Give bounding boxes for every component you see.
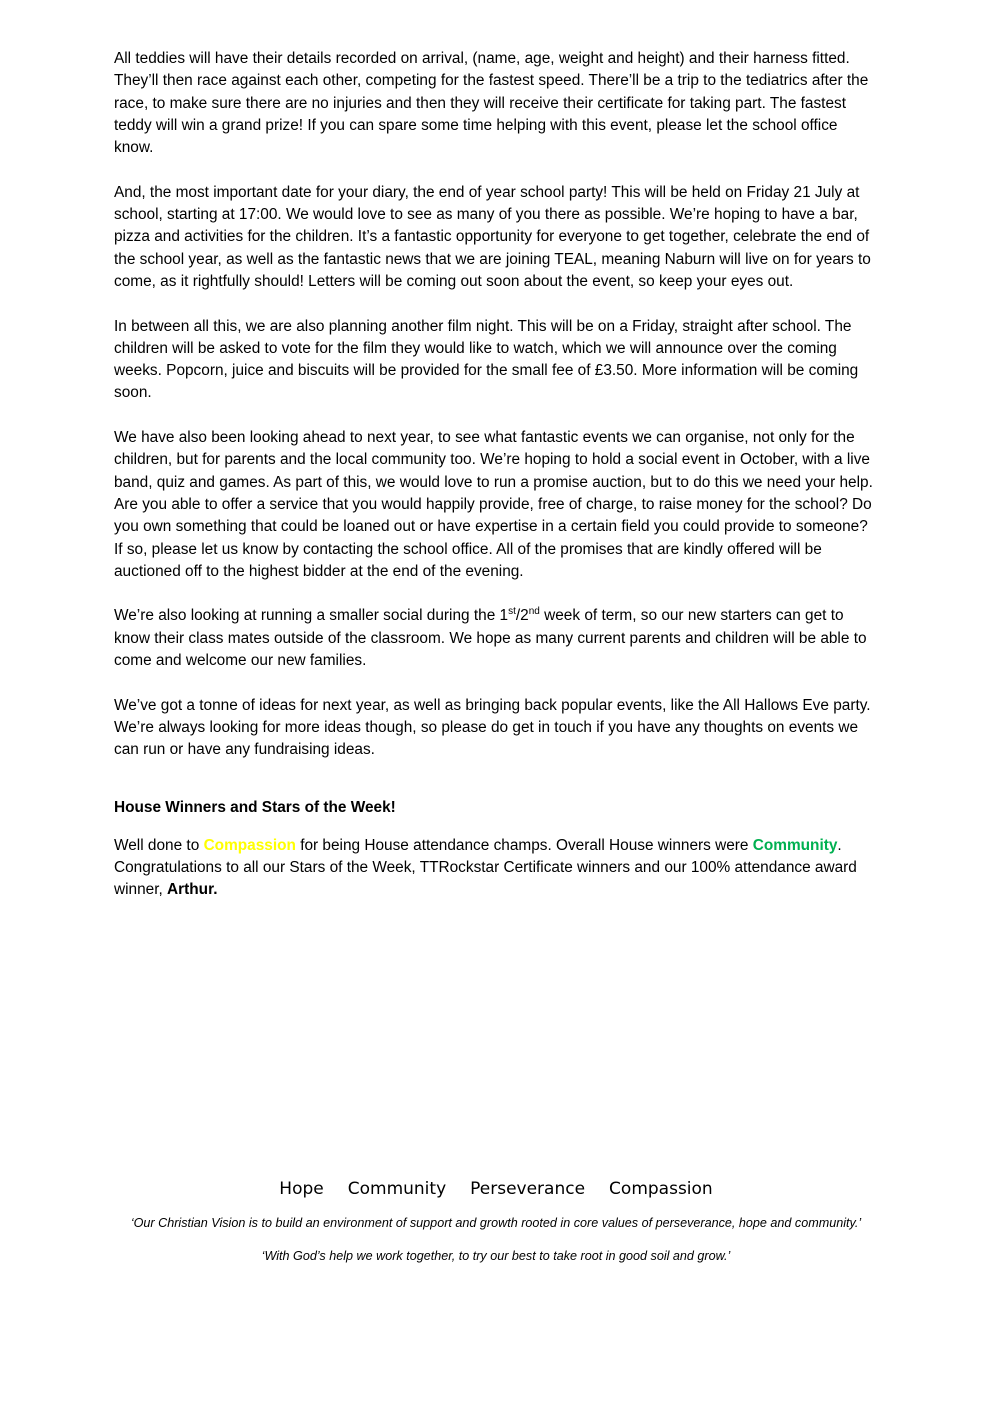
newsletter-body <box>114 48 880 924</box>
film-night-paragraph: In between all this, we are also planning another film night. This will be on a Friday, straight after school. The children will be asked to vote for the film they would like to watch, which we will announce over the coming weeks. Popcorn, juice and biscuits will be provided for the small fee of £3.50. More information will be coming soon. <box>114 317 859 402</box>
overall-winner-house: Community <box>752 836 838 854</box>
value-hope: Hope <box>279 1179 324 1199</box>
school-party-paragraph: And, the most important date for your diary, the end of year school party! This will be held on Friday 21 July at school, starting at 17:00. We would love to see as many of you there as possible. We’re hoping to have a bar, pizza and activities for the children. It’s a fantastic opportunity for everyone to get together, celebrate the end of the school year, as well as the fantastic news that we are joining TEAL, meaning Naburn will live on for years to come, as it rightfully should! Letters will be coming out soon about the event, so keep your eyes out. <box>114 183 871 290</box>
social-paragraph <box>114 605 880 672</box>
social-slash: /2 <box>515 607 529 625</box>
attendance-award-winner: Arthur. <box>167 881 218 899</box>
school-motto: ‘With God’s help we work together, to try our best to take root in good soil and grow.’ <box>261 1249 731 1263</box>
value-community: Community <box>347 1179 447 1199</box>
value-compassion: Compassion <box>609 1179 713 1199</box>
ideas-paragraph: We’ve got a tonne of ideas for next year, as well as bringing back popular events, like the All Hallows Eve party. We’re always looking for more ideas though, so please do get in touch if you have any thoughts on events we can run or have any fundraising ideas. <box>114 696 871 759</box>
ordinal-st: st <box>508 606 516 618</box>
house-winners-paragraph <box>114 835 880 902</box>
social-text-end: week of term, so our new starters can get to know their class mates outside of the classroom. We hope as many current parents and children will be able to come and welcome our new families. <box>114 607 867 670</box>
social-text-start: We’re also looking at running a smaller social during the 1 <box>114 607 509 625</box>
house-text-2: for being House attendance champs. Overall House winners were <box>295 836 753 854</box>
attendance-champ-house: Compassion <box>203 836 296 854</box>
house-text-1: Well done to <box>114 836 204 854</box>
core-values <box>0 1176 992 1202</box>
christian-vision: ‘Our Christian Vision is to build an environment of support and growth rooted in core values of perseverance, hope and community.’ <box>130 1216 862 1230</box>
next-year-events-paragraph: We have also been looking ahead to next year, to see what fantastic events we can organise, not only for the children, but for parents and the local community too. We’re hoping to hold a social event in October, with a live band, quiz and games. As part of this, we would love to run a promise auction, but to do this we need your help. Are you able to offer a service that you would happily provide, free of charge, to raise money for the school? Do you own something that could be loaned out or have expertise in a certain field you could provide to someone? If so, please let us know by contacting the school office. All of the promises that are kindly offered will be auctioned off to the highest bidder at the end of the evening. <box>114 429 873 580</box>
house-winners-heading: House Winners and Stars of the Week! <box>114 798 396 816</box>
teddy-race-paragraph: All teddies will have their details recorded on arrival, (name, age, weight and height) and their harness fitted. They’ll then race against each other, competing for the fastest speed. There’ll be a trip to the tediatrics after the race, to make sure there are no injuries and then they will receive their certificate for taking part. The fastest teddy will win a grand prize! If you can spare some time helping with this event, please let the school office know. <box>114 50 869 157</box>
footer <box>0 1176 992 1266</box>
ordinal-nd: nd <box>528 606 540 618</box>
value-perseverance: Perseverance <box>470 1179 586 1199</box>
house-text-3: . Congratulations to all our Stars of the Week, TTRockstar Certificate winners and our 100% attendance award winner, <box>114 836 857 899</box>
